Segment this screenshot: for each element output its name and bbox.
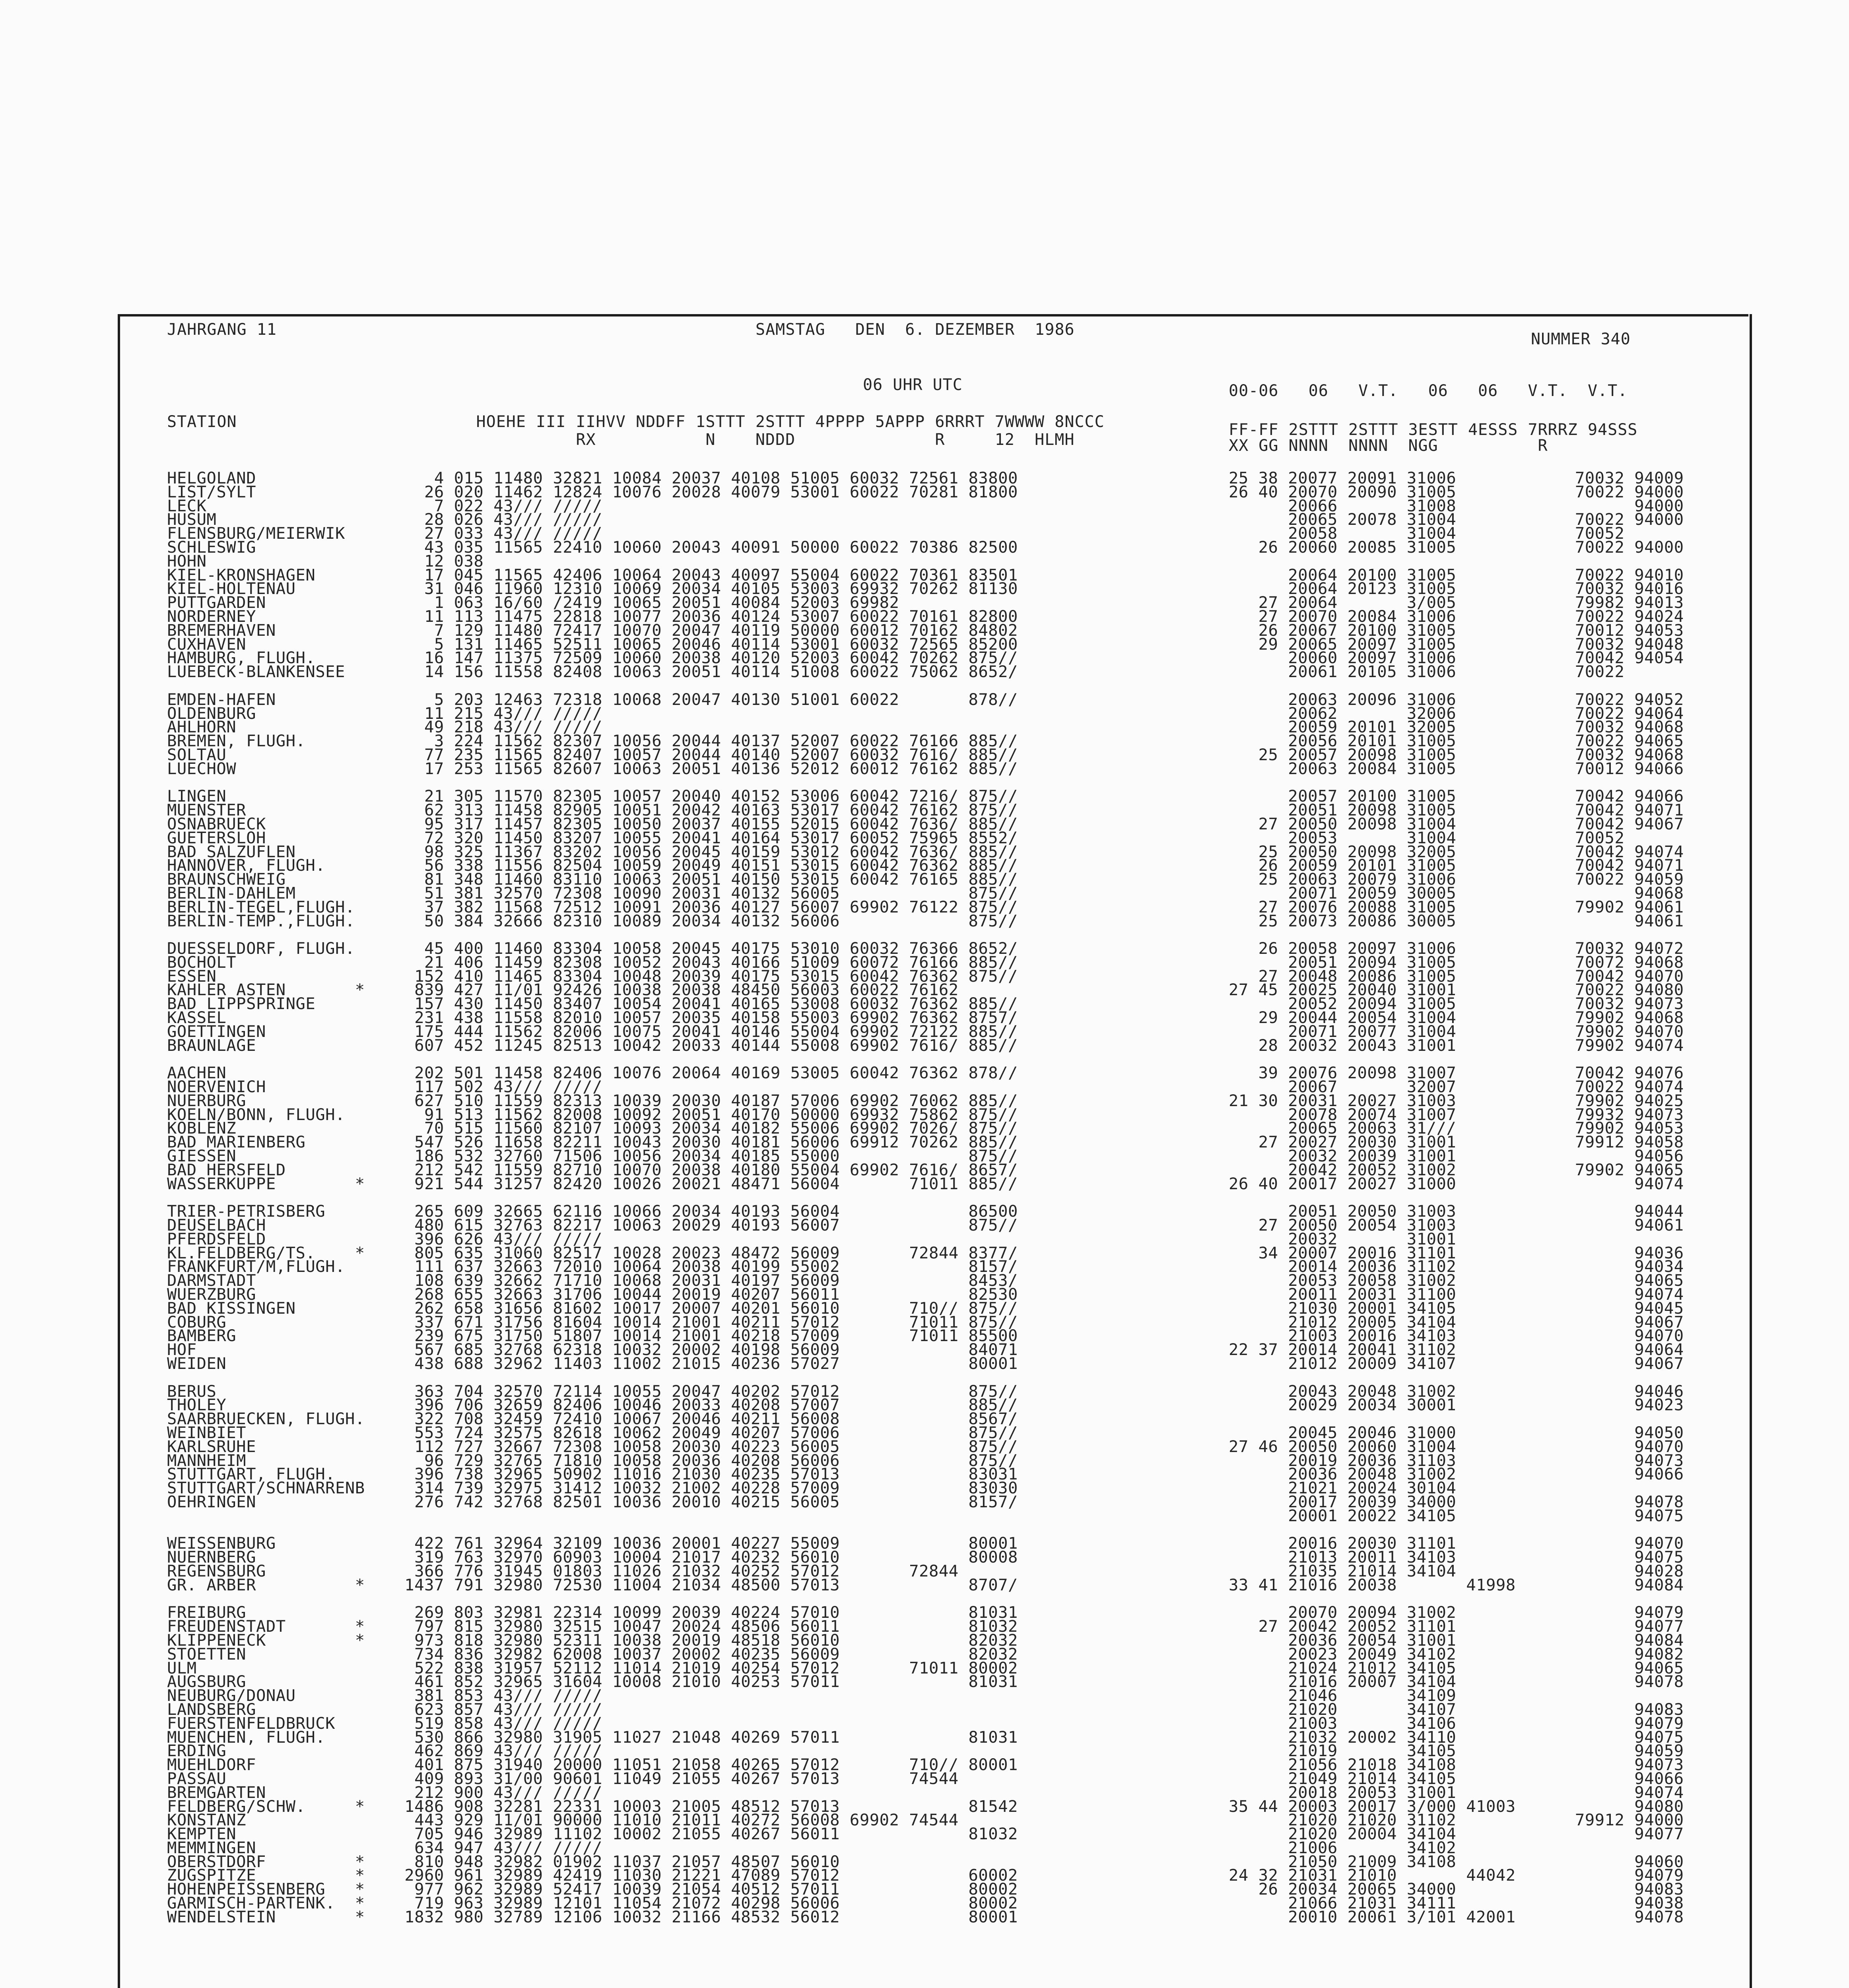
station-row: KIEL-HOLTENAU 31 046 11960 12310 10069 20034 40105 53003 69932 70262 81130 [167,579,1018,598]
station-row: COBURG 337 671 31756 81604 10014 21001 40211 57012 71011 875// [167,1312,1018,1332]
station-row-supplement: 20065 20078 31004 70022 94000 [1229,510,1684,529]
station-row: PASSAU 409 893 31/00 90601 11049 21055 40267 57013 74544 [167,1769,959,1788]
station-row: GUETERSLOH 72 320 11450 83207 10055 20041 40164 53017 60052 75965 8552/ [167,828,1018,847]
station-row-supplement: 20056 20101 31005 70022 94065 [1229,731,1684,751]
station-row-supplement: 20062 32006 70022 94064 [1229,703,1684,723]
station-row: SOLTAU 77 235 11565 82407 10057 20044 40140 52007 60032 7616/ 885// [167,745,1018,764]
station-row: OBERSTDORF * 810 948 32982 01902 11037 21057 48507 56010 [167,1852,840,1871]
station-row-supplement: 20051 20094 31005 70072 94068 [1229,952,1684,972]
station-row: KLIPPENECK * 973 818 32980 52311 10038 20019 48518 56010 82032 [167,1630,1018,1650]
station-row-supplement: 26 20060 20085 31005 70022 94000 [1229,537,1684,557]
station-row-supplement: 20045 20046 31000 94050 [1229,1423,1684,1442]
station-row-supplement: 20052 20094 31005 70032 94073 [1229,994,1684,1013]
station-row-supplement: 25 20057 20098 31005 70032 94068 [1229,745,1684,764]
station-row: FREIBURG 269 803 32981 22314 10099 20039 40224 57010 81031 [167,1603,1018,1622]
station-row-supplement: 25 20063 20079 31006 70022 94059 [1229,870,1684,889]
station-row-supplement: 20036 20048 31002 94066 [1229,1464,1684,1484]
right-column-header-1: FF-FF 2STTT 2STTT 3ESTT 4ESSS 7RRRZ 94SSS [1229,421,1638,439]
station-row: AUGSBURG 461 852 32965 31604 10008 21010 40253 57011 81031 [167,1672,1018,1691]
station-row-supplement: 21013 20011 34103 94075 [1229,1547,1684,1567]
station-row-supplement: 21012 20005 34104 94067 [1229,1312,1684,1332]
station-row-supplement: 20063 20084 31005 70012 94066 [1229,759,1684,778]
station-row-supplement: 20023 20049 34102 94082 [1229,1644,1684,1664]
station-row: FREUDENSTADT * 797 815 32980 32515 10047 20024 48506 56011 81032 [167,1617,1018,1636]
station-row: WEIDEN 438 688 32962 11403 11002 21015 40236 57027 80001 [167,1354,1018,1373]
station-row-supplement: 29 20044 20054 31004 79902 94068 [1229,1008,1684,1027]
station-row: LECK 7 022 43/// ///// [167,496,602,515]
station-row-supplement: 27 20027 20030 31001 79912 94058 [1229,1132,1684,1152]
station-row-supplement: 20010 20061 3/101 42001 94078 [1229,1907,1684,1926]
station-row-supplement: 33 41 21016 20038 41998 94084 [1229,1575,1684,1594]
station-row-supplement: 26 20059 20101 31005 70042 94071 [1229,856,1684,875]
left-column-header-2: RX N NDDD R 12 HLMH [167,431,1075,449]
station-row: FUERSTENFELDBRUCK 519 858 43/// ///// [167,1713,602,1733]
station-row-supplement: 21020 21020 31102 79912 94000 [1229,1810,1684,1830]
station-row: NUERBURG 627 510 11559 82313 10039 20030 40187 57006 69902 76062 885// [167,1091,1018,1110]
station-row: MUENSTER 62 313 11458 82905 10051 20042 40163 53017 60042 76162 875// [167,800,1018,820]
station-row: KOELN/BONN, FLUGH. 91 513 11562 82008 10092 20051 40170 50000 69932 75862 875// [167,1105,1018,1124]
station-row-supplement: 21032 20002 34110 94075 [1229,1727,1684,1747]
station-row: WEINBIET 553 724 32575 82618 10062 20049 40207 57006 875// [167,1423,1018,1442]
station-row-supplement: 27 20064 3/005 79982 94013 [1229,593,1684,612]
station-row: GARMISCH-PARTENK. * 719 963 32989 12101 11054 21072 40298 56006 80002 [167,1893,1018,1913]
station-row: BAD LIPPSPRINGE 157 430 11450 83407 10054 20041 40165 53008 60032 76362 885// [167,994,1018,1013]
station-row: BAD KISSINGEN 262 658 31656 81602 10017 20007 40201 56010 710// 875// [167,1298,1018,1318]
station-row: KL.FELDBERG/TS. * 805 635 31060 82517 10028 20023 48472 56009 72844 8377/ [167,1243,1018,1262]
right-column-header-0: 00-06 06 V.T. 06 06 V.T. V.T. [1229,382,1628,400]
station-row: BERLIN-TEGEL,FLUGH. 37 382 11568 72512 10091 20036 40127 56007 69902 76122 875// [167,897,1018,916]
station-row: AACHEN 202 501 11458 82406 10076 20064 40169 53005 60042 76362 878// [167,1063,1018,1083]
station-row: BERUS 363 704 32570 72114 10055 20047 40202 57012 875// [167,1381,1018,1401]
station-row-supplement: 21006 34102 [1229,1838,1457,1857]
station-row-supplement: 20063 20096 31006 70022 94052 [1229,689,1684,709]
station-row: ULM 522 838 31957 52112 11014 21019 40254 57012 71011 80002 [167,1658,1018,1677]
station-row-supplement: 20011 20031 31100 94074 [1229,1285,1684,1304]
station-row: HOHENPEISSENBERG * 977 962 32989 52417 10039 21054 40512 57011 80002 [167,1879,1018,1899]
station-row: LIST/SYLT 26 020 11462 12824 10076 20028 40079 53001 60022 70281 81800 [167,482,1018,501]
station-row-supplement: 34 20007 20016 31101 94036 [1229,1243,1684,1262]
jahrgang: JAHRGANG 11 [167,320,277,339]
station-row-supplement: 24 32 21031 21010 44042 94079 [1229,1866,1684,1885]
station-row-supplement: 28 20032 20043 31001 79902 94074 [1229,1035,1684,1055]
station-row-supplement: 20064 20123 31005 70032 94016 [1229,579,1684,598]
station-row-supplement: 20029 20034 30001 94023 [1229,1395,1684,1415]
station-row: DUESSELDORF, FLUGH. 45 400 11460 83304 10058 20045 40175 53010 60032 76366 8652/ [167,939,1018,958]
station-row: REGENSBURG 366 776 31945 01803 11026 21032 40252 57012 72844 [167,1561,959,1580]
station-row-supplement: 20061 20105 31006 70022 [1229,662,1625,681]
station-row: WUERZBURG 268 655 32663 31706 10044 20019 40207 56011 82530 [167,1285,1018,1304]
station-row: ZUGSPITZE * 2960 961 32989 42419 11030 21221 47089 57012 60002 [167,1866,1018,1885]
station-row-supplement: 20064 20100 31005 70022 94010 [1229,565,1684,584]
station-row-supplement: 35 44 20003 20017 3/000 41003 94080 [1229,1796,1684,1816]
station-row-supplement: 20001 20022 34105 94075 [1229,1506,1684,1525]
station-row: BAD SALZUFLEN 98 325 11367 83202 10056 20045 40159 53012 60042 7636/ 885// [167,842,1018,861]
station-row-supplement: 20071 20059 30005 94068 [1229,883,1684,903]
station-row-supplement: 20071 20077 31004 79902 94070 [1229,1021,1684,1041]
station-row-supplement: 20051 20098 31005 70042 94071 [1229,800,1684,820]
station-row: FRANKFURT/M,FLUGH. 111 637 32663 72010 10064 20038 40199 55002 8157/ [167,1257,1018,1276]
station-row-supplement: 26 20058 20097 31006 70032 94072 [1229,939,1684,958]
station-row: GOETTINGEN 175 444 11562 82006 10075 20041 40146 55004 69902 72122 885// [167,1021,1018,1041]
station-row: KEMPTEN 705 946 32989 11102 10002 21055 40267 56011 81032 [167,1824,1018,1844]
station-row: BREMERHAVEN 7 129 11480 72417 10070 20047 40119 50000 60012 70162 84802 [167,620,1018,640]
station-row: FLENSBURG/MEIERWIK 27 033 43/// ///// [167,524,602,543]
station-row-supplement: 21056 21018 34108 94073 [1229,1755,1684,1774]
station-row: BREMEN, FLUGH. 3 224 11562 82307 10056 20044 40137 52007 60022 76166 885// [167,731,1018,751]
station-row-supplement: 27 20048 20086 31005 70042 94070 [1229,966,1684,986]
station-row: WENDELSTEIN * 1832 980 32789 12106 10032 21166 48532 56012 80001 [167,1907,1018,1926]
station-row: NORDERNEY 11 113 11475 22818 10077 20036 40124 53007 60022 70161 82800 [167,606,1018,626]
station-row-supplement: 26 40 20070 20090 31005 70022 94000 [1229,482,1684,501]
station-row: BERLIN-TEMP.,FLUGH. 50 384 32666 82310 10089 20034 40132 56006 875// [167,911,1018,930]
station-row-supplement: 26 20034 20065 34000 94083 [1229,1879,1684,1899]
station-row: LANDSBERG 623 857 43/// ///// [167,1699,602,1719]
station-row: BOCHOLT 21 406 11459 82308 10052 20043 40166 51009 60072 76166 885// [167,952,1018,972]
station-row: NOERVENICH 117 502 43/// ///// [167,1077,602,1097]
station-row: BRAUNSCHWEIG 81 348 11460 83110 10063 20051 40150 53015 60042 76165 885// [167,870,1018,889]
issue-number: NUMMER 340 [1531,330,1631,348]
station-row: MUEHLDORF 401 875 31940 20000 11051 21058 40265 57012 710// 80001 [167,1755,1018,1774]
station-row-supplement: 29 20065 20097 31005 70032 94048 [1229,634,1684,654]
station-row: OLDENBURG 11 215 43/// ///// [167,703,602,723]
station-row: KONSTANZ 443 929 11/01 90000 11010 21011 40272 56008 69902 74544 [167,1810,959,1830]
station-row-supplement: 20032 20039 31001 94056 [1229,1146,1684,1166]
station-row: HOHN 12 038 [167,551,484,571]
station-row: KASSEL 231 438 11558 82010 10057 20035 40158 55003 69902 76362 8757/ [167,1008,1018,1027]
station-row: HAMBURG, FLUGH. 16 147 11375 72509 10060 20038 40120 52003 60042 70262 875// [167,648,1018,668]
station-row-supplement: 21019 34105 94059 [1229,1741,1684,1761]
station-row-supplement: 21049 21014 34105 94066 [1229,1769,1684,1788]
station-row: KIEL-KRONSHAGEN 17 045 11565 42406 10064 20043 40097 55004 60022 70361 83501 [167,565,1018,584]
station-row-supplement: 21046 34109 [1229,1686,1457,1705]
right-column-header-2: XX GG NNNN NNNN NGG R [1229,437,1548,455]
station-row-supplement: 20051 20050 31003 94044 [1229,1202,1684,1221]
station-row: LUEBECK-BLANKENSEE 14 156 11558 82408 10063 20051 40114 51008 60022 75062 8652/ [167,662,1018,681]
station-row: SCHLESWIG 43 035 11565 22410 10060 20043 40091 50000 60022 70386 82500 [167,537,1018,557]
station-row: OEHRINGEN 276 742 32768 82501 10036 20010 40215 56005 8157/ [167,1492,1018,1511]
station-row-supplement: 21030 20001 34105 94045 [1229,1298,1684,1318]
station-row-supplement: 27 20050 20098 31004 70042 94067 [1229,814,1684,833]
station-row: LINGEN 21 305 11570 82305 10057 20040 40152 53006 60042 7216/ 875// [167,786,1018,806]
station-row-supplement: 39 20076 20098 31007 70042 94076 [1229,1063,1684,1083]
station-row: GR. ARBER * 1437 791 32980 72530 11004 21034 48500 57013 8707/ [167,1575,1018,1594]
station-row: BAMBERG 239 675 31750 51807 10014 21001 40218 57009 71011 85500 [167,1326,1018,1345]
station-row: GIESSEN 186 532 32760 71506 10056 20034 40185 55000 875// [167,1146,1018,1166]
station-row: BREMGARTEN 212 900 43/// ///// [167,1782,602,1802]
station-table-left [167,468,1018,1926]
station-row-supplement: 20036 20054 31001 94084 [1229,1630,1684,1650]
station-row: TRIER-PETRISBERG 265 609 32665 62116 10066 20034 40193 56004 86500 [167,1202,1018,1221]
station-row-supplement: 25 38 20077 20091 31006 70032 94009 [1229,468,1684,487]
station-row: ESSEN 152 410 11465 83304 10048 20039 40175 53015 60042 76362 875// [167,966,1018,986]
station-row-supplement: 20019 20036 31103 94073 [1229,1450,1684,1470]
left-column-header-1: STATION HOEHE III IIHVV NDDFF 1STTT 2STTT 4PPPP 5APPP 6RRRT 7WWWW 8NCCC [167,413,1105,431]
station-row: ERDING 462 869 43/// ///// [167,1741,602,1761]
station-row-supplement: 20060 20097 31006 70042 94054 [1229,648,1684,668]
station-row-supplement: 27 46 20050 20060 31004 94070 [1229,1437,1684,1456]
station-row-supplement: 21 30 20031 20027 31003 79902 94025 [1229,1091,1684,1110]
station-row-supplement: 21035 21014 34104 94028 [1229,1561,1684,1580]
station-row: FELDBERG/SCHW. * 1486 908 32281 22331 10003 21005 48512 57013 81542 [167,1796,1018,1816]
station-row-supplement: 27 20042 20052 31101 94077 [1229,1617,1684,1636]
station-row-supplement: 20059 20101 32005 70032 94068 [1229,717,1684,737]
station-row-supplement: 27 20076 20088 31005 79902 94061 [1229,897,1684,916]
station-row: KOBLENZ 70 515 11560 82107 10093 20034 40182 55006 69902 7026/ 875// [167,1118,1018,1138]
station-row-supplement: 20065 20063 31/// 79902 94053 [1229,1118,1684,1138]
station-row-supplement: 20014 20036 31102 94034 [1229,1257,1684,1276]
station-row-supplement: 20043 20048 31002 94046 [1229,1381,1684,1401]
station-row: AHLHORN 49 218 43/// ///// [167,717,602,737]
station-row-supplement: 20058 31004 70052 [1229,524,1625,543]
station-row: BRAUNLAGE 607 452 11245 82513 10042 20033 40144 55008 69902 7616/ 885// [167,1035,1018,1055]
station-table-right [1229,468,1684,1926]
station-row: CUXHAVEN 5 131 11465 52511 10065 20046 40114 53001 60032 72565 85200 [167,634,1018,654]
station-row-supplement: 21066 21031 34111 94038 [1229,1893,1684,1913]
station-row: HUSUM 28 026 43/// ///// [167,510,602,529]
station-row: KARLSRUHE 112 727 32667 72308 10058 20030 40223 56005 875// [167,1437,1018,1456]
station-row: HANNOVER, FLUGH. 56 338 11556 82504 10059 20049 40151 53015 60042 76362 885// [167,856,1018,875]
frame-right-edge [1750,314,1752,1988]
station-row: BERLIN-DAHLEM 51 381 32570 72308 10090 20031 40132 56005 875// [167,883,1018,903]
station-row-supplement: 27 20070 20084 31006 70022 94024 [1229,606,1684,626]
station-row-supplement: 21050 21009 34108 94060 [1229,1852,1684,1871]
station-row-supplement: 25 20073 20086 30005 94061 [1229,911,1684,930]
station-row-supplement: 20017 20039 34000 94078 [1229,1492,1684,1511]
station-row-supplement: 26 40 20017 20027 31000 94074 [1229,1174,1684,1193]
station-row: OSNABRUECK 95 317 11457 82305 10050 20037 40155 52015 60042 7636/ 885// [167,814,1018,833]
station-row: LUECHOW 17 253 11565 82607 10063 20051 40136 52012 60012 76162 885// [167,759,1018,778]
station-row: THOLEY 396 706 32659 82406 10046 20033 40208 57007 885// [167,1395,1018,1415]
station-row: HOF 567 685 32768 62318 10032 20002 40198 56009 84071 [167,1340,1018,1359]
station-row-supplement: 20042 20052 31002 79902 94065 [1229,1160,1684,1179]
station-row: MANNHEIM 96 729 32765 71810 10058 20036 40208 56006 875// [167,1450,1018,1470]
station-row-supplement: 20066 31008 94000 [1229,496,1684,515]
station-row: BAD MARIENBERG 547 526 11658 82211 10043 20030 40181 56006 69912 70262 885// [167,1132,1018,1152]
station-row: STUTTGART, FLUGH. 396 738 32965 50902 11016 21030 40235 57013 83031 [167,1464,1018,1484]
station-row: PUTTGARDEN 1 063 16/60 /2419 10065 20051 40084 52003 69982 [167,593,899,612]
station-row-supplement: 22 37 20014 20041 31102 94064 [1229,1340,1684,1359]
station-row: HELGOLAND 4 015 11480 32821 10084 20037 40108 51005 60032 72561 83800 [167,468,1018,487]
station-row-supplement: 27 20050 20054 31003 94061 [1229,1215,1684,1235]
station-row: NUERNBERG 319 763 32970 60903 10004 21017 40232 56010 80008 [167,1547,1018,1567]
station-row: MEMMINGEN 634 947 43/// ///// [167,1838,602,1857]
station-row-supplement: 20032 31001 [1229,1229,1457,1248]
observation-time: 06 UHR UTC [863,376,963,394]
station-row: WASSERKUPPE * 921 544 31257 82420 10026 20021 48471 56004 71011 885// [167,1174,1018,1193]
station-row: KAHLER ASTEN * 839 427 11/01 92426 10038 20038 48450 56003 60022 76162 [167,980,959,1000]
station-row-supplement: 21021 20024 30104 [1229,1478,1457,1498]
station-row-supplement: 20053 31004 70052 [1229,828,1625,847]
station-row: NEUBURG/DONAU 381 853 43/// ///// [167,1686,602,1705]
station-row-supplement: 21003 20016 34103 94070 [1229,1326,1684,1345]
station-row-supplement: 20018 20053 31001 94074 [1229,1782,1684,1802]
station-row-supplement: 26 20067 20100 31005 70012 94053 [1229,620,1684,640]
station-row-supplement: 21016 20007 34104 94078 [1229,1672,1684,1691]
station-row-supplement: 21020 34107 94083 [1229,1699,1684,1719]
station-row-supplement: 20070 20094 31002 94079 [1229,1603,1684,1622]
station-row-supplement: 20067 32007 70022 94074 [1229,1077,1684,1097]
station-row: SAARBRUECKEN, FLUGH. 322 708 32459 72410 10067 20046 40211 56008 8567/ [167,1409,1018,1429]
station-row-supplement: 20053 20058 31002 94065 [1229,1271,1684,1290]
publication-date: SAMSTAG DEN 6. DEZEMBER 1986 [756,320,1075,339]
station-row-supplement: 25 20050 20098 32005 70042 94074 [1229,842,1684,861]
station-row: MUENCHEN, FLUGH. 530 866 32980 31905 11027 21048 40269 57011 81031 [167,1727,1018,1747]
station-row: EMDEN-HAFEN 5 203 12463 72318 10068 20047 40130 51001 60022 878// [167,689,1018,709]
station-row-supplement: 20057 20100 31005 70042 94066 [1229,786,1684,806]
station-row: DARMSTADT 108 639 32662 71710 10068 20031 40197 56009 8453/ [167,1271,1018,1290]
station-row-supplement: 21012 20009 34107 94067 [1229,1354,1684,1373]
station-row-supplement: 20016 20030 31101 94070 [1229,1534,1684,1553]
station-row: STUTTGART/SCHNARRENB 314 739 32975 31412 10032 21002 40228 57009 83030 [167,1478,1018,1498]
station-row: WEISSENBURG 422 761 32964 32109 10036 20001 40227 55009 80001 [167,1534,1018,1553]
station-row: BAD HERSFELD 212 542 11559 82710 10070 20038 40180 55004 69902 7616/ 8657/ [167,1160,1018,1179]
station-row: STOETTEN 734 836 32982 62008 10037 20002 40235 56009 82032 [167,1644,1018,1664]
station-row-supplement: 21020 20004 34104 94077 [1229,1824,1684,1844]
station-row: DEUSELBACH 480 615 32763 82217 10063 20029 40193 56007 875// [167,1215,1018,1235]
station-row: PFERDSFELD 396 626 43/// ///// [167,1229,602,1248]
station-row-supplement: 21024 21012 34105 94065 [1229,1658,1684,1677]
station-row-supplement: 21003 34106 94079 [1229,1713,1684,1733]
station-row-supplement: 27 45 20025 20040 31001 70022 94080 [1229,980,1684,1000]
station-row-supplement: 20078 20074 31007 79932 94073 [1229,1105,1684,1124]
